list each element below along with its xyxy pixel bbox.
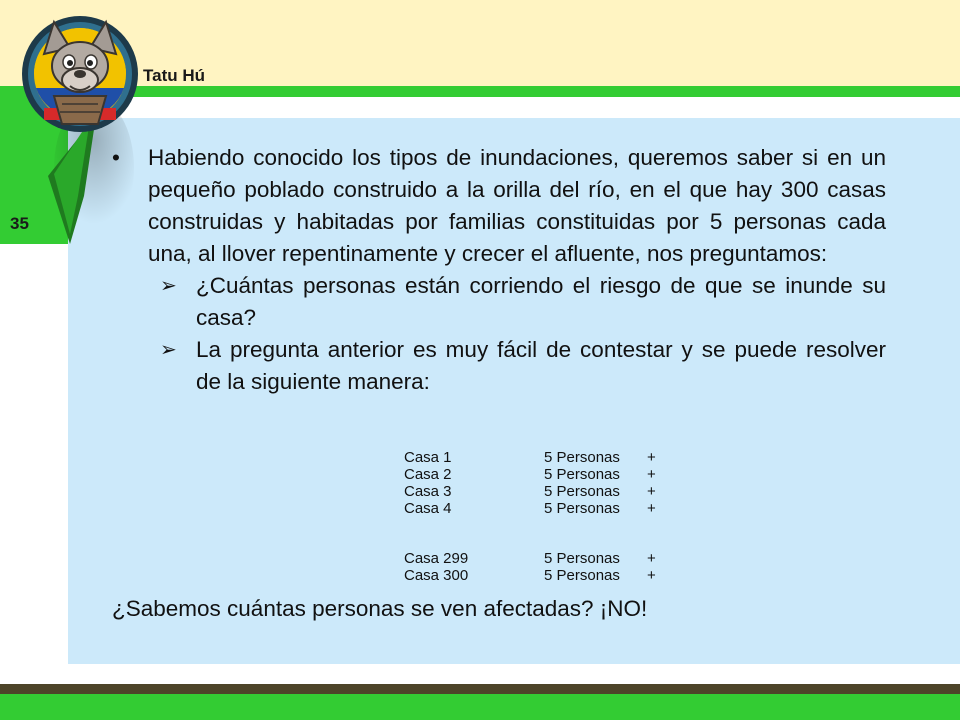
calc-row [404,550,656,567]
calc-persons: 5 Personas [544,449,620,466]
calc-row [404,466,656,483]
calc-persons: 5 Personas [544,500,620,517]
calc-plus: + [647,550,656,567]
calc-gap [404,517,656,550]
calc-plus: + [647,449,656,466]
calculation-list [404,449,656,584]
sub-item-text: ¿Cuántas personas están corriendo el riesgo de que se inunde su casa? [196,273,886,330]
footer-brown-stripe [0,684,960,694]
main-text-block [112,142,886,398]
calc-house: Casa 1 [404,449,452,466]
calc-plus: + [647,500,656,517]
page-number: 35 [10,214,29,233]
calc-plus: + [647,466,656,483]
sub-item [160,334,886,398]
calc-house: Casa 4 [404,500,452,517]
calc-persons: 5 Personas [544,550,620,567]
arrow-bullet-icon: ➢ [160,339,177,361]
bullet-text: Habiendo conocido los tipos de inundaciones, queremos saber si en un pequeño poblado construido a la orilla del río, en el que hay 300 casas construidas y habitadas por familias constituidas por 5 personas cada una, al llover repentinamente y crecer el afluente, nos preguntamos: [148,145,886,266]
calc-row [404,567,656,584]
calc-house: Casa 299 [404,550,469,567]
calc-plus: + [647,567,656,584]
bullet-icon: • [112,145,120,170]
closing-question: ¿Sabemos cuántas personas se ven afectadas? ¡NO! [112,596,648,621]
calc-row [404,483,656,500]
calc-persons: 5 Personas [544,567,620,584]
calc-persons: 5 Personas [544,466,620,483]
calc-house: Casa 2 [404,466,452,483]
calc-row [404,500,656,517]
bullet-item [112,142,886,270]
sub-item-text: La pregunta anterior es muy fácil de contestar y se puede resolver de la siguiente manera: [196,337,886,394]
brand-name: Tatu Hú [143,66,206,85]
arrow-bullet-icon: ➢ [160,275,177,297]
calc-plus: + [647,483,656,500]
calc-row [404,449,656,466]
sub-item [160,270,886,334]
calc-house: Casa 3 [404,483,452,500]
calc-persons: 5 Personas [544,483,620,500]
calc-house: Casa 300 [404,567,469,584]
footer-green-stripe [0,694,960,720]
